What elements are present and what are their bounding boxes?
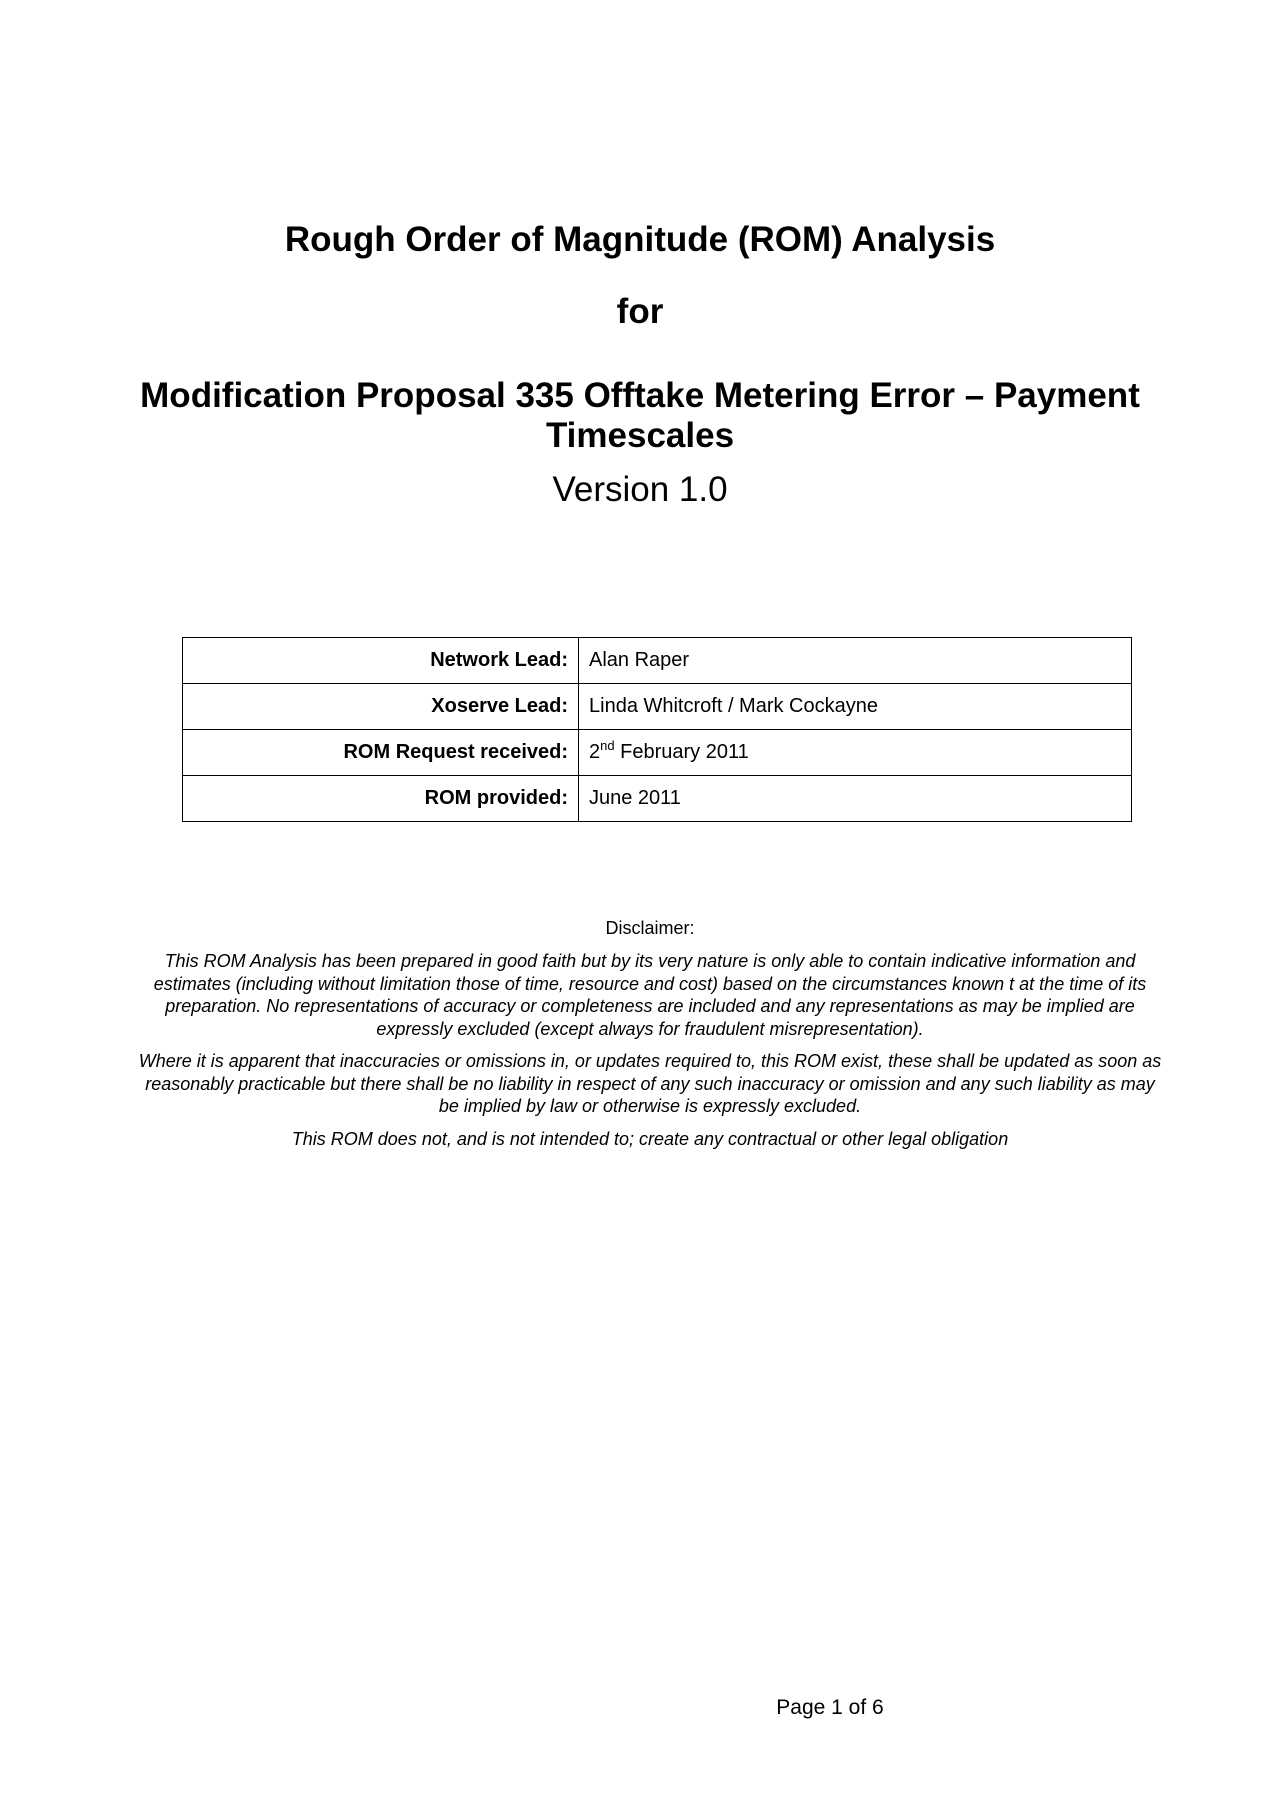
network-lead-value: Alan Raper [579,638,1132,684]
page-number: Page 1 of 6 [776,1696,884,1719]
disclaimer-paragraph: This ROM Analysis has been prepared in good faith but by its very nature is only able to contain indicative information and estimates (including without limitation those of time, resource and cost) based on the circumstances known t at the time of its preparation. No representations of accuracy or completeness are included and any representations as may be implied are expressly excluded (except always for fraudulent misrepresentation). [153,951,1147,1039]
rom-request-received-value [579,730,1132,776]
date-month-year: February 2011 [614,741,749,763]
title-connector: for [616,292,664,331]
document-subtitle: Modification Proposal 335 Offtake Metering Error – Payment Timescales [140,376,1140,455]
document-title: Rough Order of Magnitude (ROM) Analysis [284,220,996,259]
rom-info-table [182,637,1132,822]
disclaimer-heading: Disclaimer: [605,918,695,938]
date-day: 2 [589,741,601,763]
rom-request-received-label: ROM Request received: [183,730,579,776]
rom-provided-label: ROM provided: [183,776,579,822]
rom-provided-value: June 2011 [579,776,1132,822]
table-row [183,638,1132,684]
table-row [183,684,1132,730]
xoserve-lead-label: Xoserve Lead: [183,684,579,730]
disclaimer-paragraph: This ROM does not, and is not intended to; create any contractual or other legal obligation [291,1128,1009,1149]
xoserve-lead-value: Linda Whitcroft / Mark Cockayne [579,684,1132,730]
table-row [183,776,1132,822]
date-ordinal-suffix: nd [600,738,615,753]
disclaimer-paragraph: Where it is apparent that inaccuracies or omissions in, or updates required to, this ROM exist, these shall be updated as soon as reasonably practicable but there shall be no liability in respect of any such inaccuracy or omission and any such liability as may be implied by law or otherwise is expressly excluded. [138,1051,1162,1116]
document-version: Version 1.0 [552,470,728,509]
network-lead-label: Network Lead: [183,638,579,684]
disclaimer-section [135,916,1165,1160]
table-row [183,730,1132,776]
